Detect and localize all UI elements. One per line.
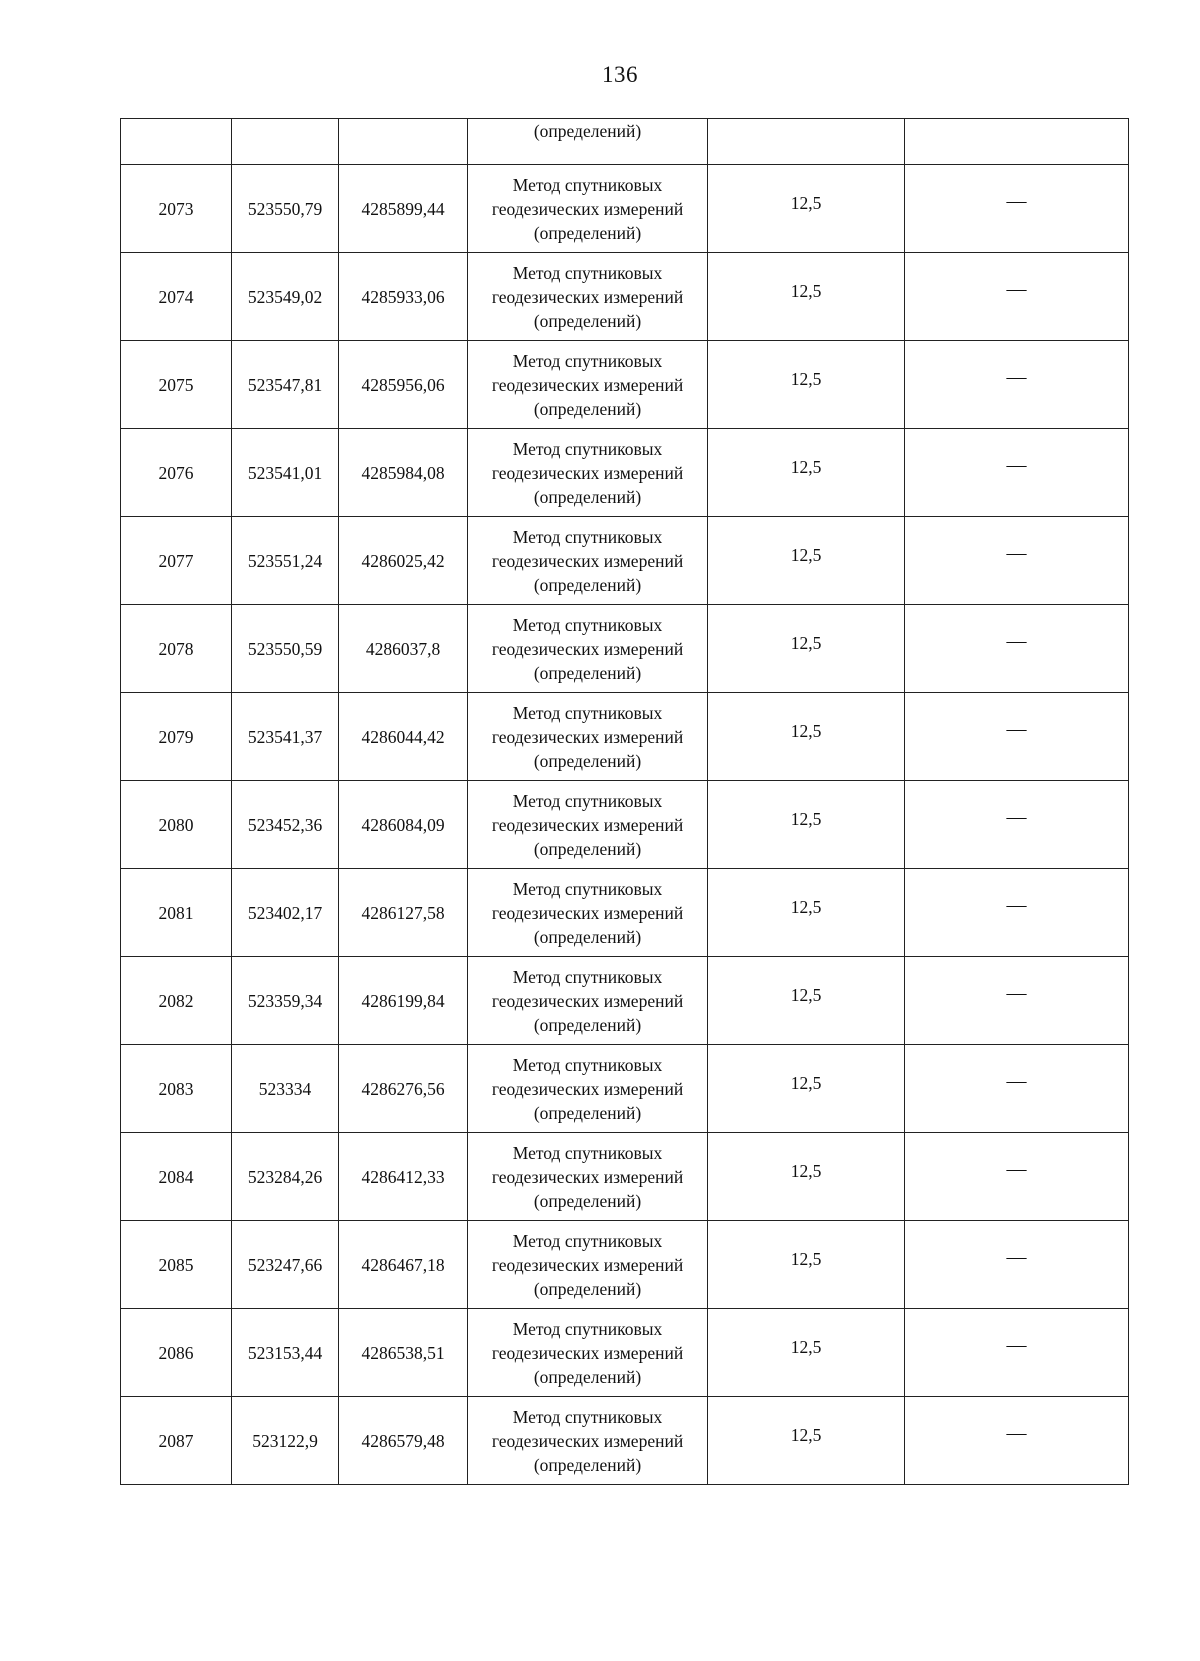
cell-method-text: Метод спутниковых геодезических измерений (определений) — [491, 438, 684, 507]
cell-accuracy — [708, 693, 905, 781]
cell-x: 523402,17 — [232, 869, 339, 957]
cell-note — [905, 781, 1129, 869]
cell-note — [905, 1221, 1129, 1309]
coordinates-table — [120, 118, 1129, 1485]
cell-x: 523541,37 — [232, 693, 339, 781]
cell-accuracy-text: 12,5 — [790, 984, 822, 1005]
cell-note — [905, 429, 1129, 517]
cell-id: 2079 — [121, 693, 232, 781]
cell-note — [905, 693, 1129, 781]
cell-accuracy-text: 12,5 — [790, 896, 822, 917]
cell-note — [905, 1309, 1129, 1397]
cell-id: 2082 — [121, 957, 232, 1045]
cell-method-text: Метод спутниковых геодезических измерений (определений) — [491, 790, 684, 859]
cell-method-text: Метод спутниковых геодезических измерений (определений) — [491, 174, 684, 243]
cell-note — [905, 957, 1129, 1045]
cell-id: 2084 — [121, 1133, 232, 1221]
table-row — [121, 1397, 1129, 1485]
cell-y: 4286084,09 — [339, 781, 468, 869]
cell-method-text: Метод спутниковых геодезических измерений (определений) — [491, 1142, 684, 1211]
cell-accuracy — [708, 1221, 905, 1309]
table-row — [121, 253, 1129, 341]
cell-y: 4286199,84 — [339, 957, 468, 1045]
cell-x: 523550,59 — [232, 605, 339, 693]
cell-accuracy-text: 12,5 — [790, 808, 822, 829]
cell-y: 4286467,18 — [339, 1221, 468, 1309]
cell-accuracy-text: 12,5 — [790, 280, 822, 301]
table-row — [121, 165, 1129, 253]
cell-method — [468, 517, 708, 605]
cell-y: 4286037,8 — [339, 605, 468, 693]
cell-accuracy — [708, 1309, 905, 1397]
cell-method-text: Метод спутниковых геодезических измерений (определений) — [491, 262, 684, 331]
cell-accuracy-text: 12,5 — [790, 544, 822, 565]
cell-accuracy — [708, 1045, 905, 1133]
cell-note-text: — — [1006, 1333, 1027, 1356]
cell-method — [468, 253, 708, 341]
cell-y: 4285984,08 — [339, 429, 468, 517]
cell-x: 523547,81 — [232, 341, 339, 429]
table-row — [121, 869, 1129, 957]
cell-accuracy-text: 12,5 — [790, 1160, 822, 1181]
cell-x: 523541,01 — [232, 429, 339, 517]
table-row — [121, 1309, 1129, 1397]
cell-note-text: — — [1006, 541, 1027, 564]
cell-accuracy-text: 12,5 — [790, 720, 822, 741]
table-row — [121, 429, 1129, 517]
cell-x: 523359,34 — [232, 957, 339, 1045]
cell-method — [468, 693, 708, 781]
cell-id: 2077 — [121, 517, 232, 605]
cell-x: 523551,24 — [232, 517, 339, 605]
cell-id: 2074 — [121, 253, 232, 341]
cell-note-text: — — [1006, 453, 1027, 476]
cell-y: 4286538,51 — [339, 1309, 468, 1397]
cell-method-text: Метод спутниковых геодезических измерений (определений) — [491, 1230, 684, 1299]
cell-note — [905, 341, 1129, 429]
cell-y — [339, 119, 468, 165]
cell-method — [468, 957, 708, 1045]
cell-note — [905, 605, 1129, 693]
cell-method — [468, 1309, 708, 1397]
cell-note-text: — — [1006, 277, 1027, 300]
cell-y: 4285899,44 — [339, 165, 468, 253]
cell-note-text: — — [1006, 1157, 1027, 1180]
cell-id: 2081 — [121, 869, 232, 957]
cell-method-text: Метод спутниковых геодезических измерений (определений) — [491, 614, 684, 683]
cell-accuracy-text: 12,5 — [790, 1248, 822, 1269]
table-row — [121, 1045, 1129, 1133]
cell-y: 4286127,58 — [339, 869, 468, 957]
cell-note — [905, 1045, 1129, 1133]
table-body — [121, 119, 1129, 1485]
cell-accuracy-text: 12,5 — [790, 1424, 822, 1445]
cell-accuracy — [708, 517, 905, 605]
cell-x: 523122,9 — [232, 1397, 339, 1485]
cell-accuracy-text: 12,5 — [790, 1336, 822, 1357]
cell-method-text: Метод спутниковых геодезических измерений (определений) — [491, 1406, 684, 1475]
cell-id — [121, 119, 232, 165]
table-row — [121, 605, 1129, 693]
cell-id: 2087 — [121, 1397, 232, 1485]
cell-accuracy — [708, 429, 905, 517]
cell-x: 523334 — [232, 1045, 339, 1133]
table-row — [121, 341, 1129, 429]
cell-note-text: — — [1006, 365, 1027, 388]
cell-method-text: Метод спутниковых геодезических измерений (определений) — [491, 1054, 684, 1123]
cell-method-text: Метод спутниковых геодезических измерений (определений) — [491, 878, 684, 947]
cell-note-text: — — [1006, 893, 1027, 916]
cell-accuracy — [708, 165, 905, 253]
cell-x — [232, 119, 339, 165]
cell-y: 4285956,06 — [339, 341, 468, 429]
cell-accuracy-text: 12,5 — [790, 192, 822, 213]
cell-method — [468, 869, 708, 957]
cell-y: 4286579,48 — [339, 1397, 468, 1485]
cell-accuracy — [708, 341, 905, 429]
cell-method — [468, 1045, 708, 1133]
cell-id: 2086 — [121, 1309, 232, 1397]
cell-note-text: — — [1006, 1069, 1027, 1092]
cell-accuracy-text: 12,5 — [790, 368, 822, 389]
cell-accuracy-text: 12,5 — [790, 1072, 822, 1093]
cell-method-text: Метод спутниковых геодезических измерений (определений) — [491, 526, 684, 595]
cell-method — [468, 781, 708, 869]
cell-id: 2075 — [121, 341, 232, 429]
cell-x: 523549,02 — [232, 253, 339, 341]
table-row — [121, 1133, 1129, 1221]
cell-x: 523153,44 — [232, 1309, 339, 1397]
cell-accuracy — [708, 605, 905, 693]
cell-method — [468, 341, 708, 429]
cell-note-text: — — [1006, 805, 1027, 828]
cell-accuracy — [708, 869, 905, 957]
cell-id: 2073 — [121, 165, 232, 253]
cell-accuracy — [708, 119, 905, 165]
cell-note — [905, 869, 1129, 957]
cell-method: (определений) — [468, 119, 708, 165]
cell-method-text: Метод спутниковых геодезических измерений (определений) — [491, 702, 684, 771]
cell-accuracy — [708, 957, 905, 1045]
cell-id: 2085 — [121, 1221, 232, 1309]
cell-accuracy — [708, 1133, 905, 1221]
cell-id: 2083 — [121, 1045, 232, 1133]
cell-note — [905, 253, 1129, 341]
cell-x: 523284,26 — [232, 1133, 339, 1221]
cell-method-text: Метод спутниковых геодезических измерений (определений) — [491, 966, 684, 1035]
cell-method — [468, 429, 708, 517]
cell-note-text: — — [1006, 189, 1027, 212]
cell-note-text: — — [1006, 981, 1027, 1004]
table-row — [121, 781, 1129, 869]
cell-method-text: Метод спутниковых геодезических измерений (определений) — [491, 1318, 684, 1387]
cell-note-text: — — [1006, 717, 1027, 740]
cell-y: 4286025,42 — [339, 517, 468, 605]
cell-note — [905, 1133, 1129, 1221]
cell-id: 2080 — [121, 781, 232, 869]
cell-y: 4286412,33 — [339, 1133, 468, 1221]
cell-note — [905, 517, 1129, 605]
cell-accuracy — [708, 1397, 905, 1485]
cell-note — [905, 165, 1129, 253]
cell-method — [468, 165, 708, 253]
cell-method — [468, 1133, 708, 1221]
cell-id: 2076 — [121, 429, 232, 517]
table-row — [121, 517, 1129, 605]
cell-id: 2078 — [121, 605, 232, 693]
cell-accuracy-text: 12,5 — [790, 456, 822, 477]
cell-accuracy-text: 12,5 — [790, 632, 822, 653]
cell-note — [905, 1397, 1129, 1485]
cell-method-text: Метод спутниковых геодезических измерений (определений) — [491, 350, 684, 419]
continued-row — [121, 119, 1129, 165]
cell-y: 4286276,56 — [339, 1045, 468, 1133]
cell-method — [468, 605, 708, 693]
cell-x: 523550,79 — [232, 165, 339, 253]
cell-note-text: — — [1006, 1245, 1027, 1268]
cell-accuracy — [708, 781, 905, 869]
cell-x: 523452,36 — [232, 781, 339, 869]
cell-x: 523247,66 — [232, 1221, 339, 1309]
table-row — [121, 1221, 1129, 1309]
cell-note — [905, 119, 1129, 165]
cell-y: 4285933,06 — [339, 253, 468, 341]
cell-note-text: — — [1006, 1421, 1027, 1444]
table-row — [121, 957, 1129, 1045]
cell-method — [468, 1397, 708, 1485]
cell-note-text: — — [1006, 629, 1027, 652]
page-number: 136 — [602, 62, 638, 87]
cell-accuracy — [708, 253, 905, 341]
cell-method — [468, 1221, 708, 1309]
table-row — [121, 693, 1129, 781]
cell-y: 4286044,42 — [339, 693, 468, 781]
